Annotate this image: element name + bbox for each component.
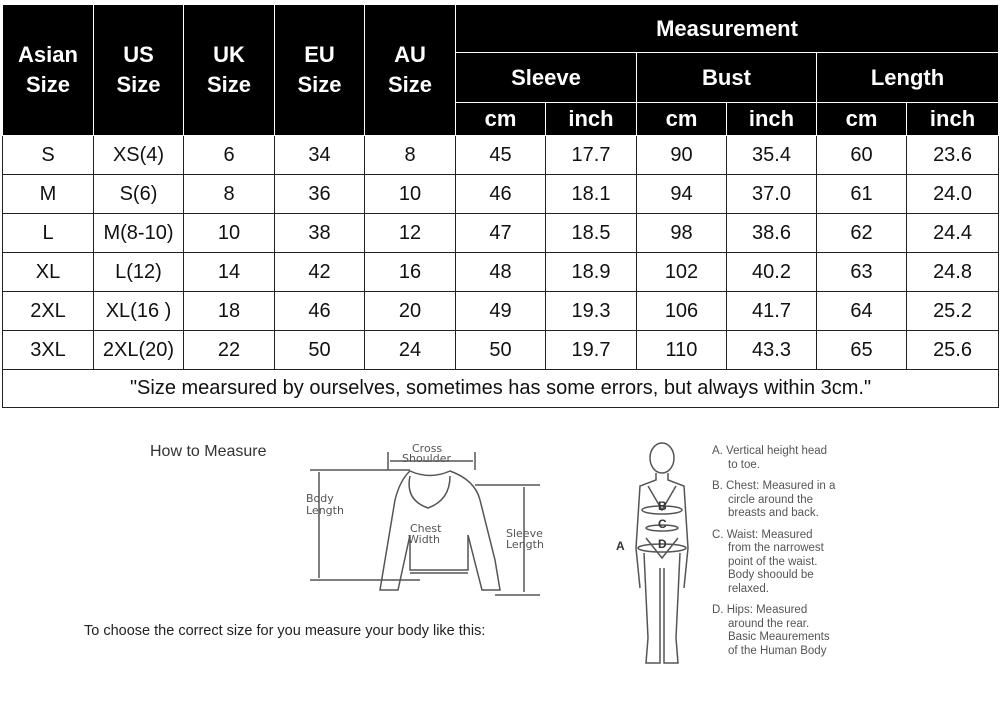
table-cell: 18.9 (546, 253, 637, 292)
table-row (3, 253, 999, 292)
table-cell: 50 (275, 331, 365, 370)
table-cell: 20 (365, 292, 456, 331)
table-cell: 24.4 (907, 214, 999, 253)
label-width: Width (408, 533, 440, 546)
body-note (712, 604, 835, 658)
table-cell: 38 (275, 214, 365, 253)
unit-header: inch (727, 103, 817, 136)
table-row (3, 214, 999, 253)
body-note-line: circle around the (728, 493, 814, 506)
table-cell: 19.7 (546, 331, 637, 370)
header-us-size: US Size (94, 5, 184, 136)
size-chart-table (2, 4, 999, 408)
table-cell: M (3, 175, 94, 214)
body-figure-diagram (612, 438, 702, 678)
table-cell: 40.2 (727, 253, 817, 292)
table-cell: XL(16 ) (94, 292, 184, 331)
label-shoulder: Shoulder (402, 452, 451, 465)
size-note: "Size mearsured by ourselves, sometimes has some errors, but always within 3cm." (3, 370, 999, 408)
unit-header: inch (907, 103, 999, 136)
table-cell: 19.3 (546, 292, 637, 331)
body-note-line: D. Hips: Measured (712, 604, 808, 616)
table-cell: 94 (637, 175, 727, 214)
label-body: Body (306, 492, 334, 505)
sweater-diagram (300, 440, 570, 610)
table-cell: 25.2 (907, 292, 999, 331)
instruction-text: To choose the correct size for you measure your body like this: (84, 623, 486, 639)
table-cell: 47 (456, 214, 546, 253)
body-note-line: A. Vertical height head (712, 445, 828, 457)
how-to-measure-title: How to Measure (150, 443, 267, 460)
table-cell: 37.0 (727, 175, 817, 214)
table-cell: 22 (184, 331, 275, 370)
table-cell: 3XL (3, 331, 94, 370)
table-cell: 60 (817, 136, 907, 175)
table-row (3, 175, 999, 214)
unit-header: cm (637, 103, 727, 136)
header-measurement: Measurement (456, 5, 999, 53)
table-cell: S(6) (94, 175, 184, 214)
label-sleeve-length: Length (506, 538, 544, 551)
table-cell: 48 (456, 253, 546, 292)
body-note-line: point of the waist. (728, 555, 818, 568)
unit-header: cm (817, 103, 907, 136)
table-cell: 6 (184, 136, 275, 175)
table-cell: 10 (184, 214, 275, 253)
table-cell: 63 (817, 253, 907, 292)
body-note-line: breasts and back. (728, 507, 819, 519)
table-cell: 24.8 (907, 253, 999, 292)
table-cell: 46 (275, 292, 365, 331)
body-note-line: around the rear. (728, 617, 810, 630)
table-cell: L(12) (94, 253, 184, 292)
body-note-line: Basic Meaurements (728, 631, 830, 643)
table-cell: 62 (817, 214, 907, 253)
table-cell: 2XL(20) (94, 331, 184, 370)
table-cell: 38.6 (727, 214, 817, 253)
header-length: Length (817, 53, 999, 103)
marker-b: B (658, 499, 667, 513)
table-cell: 10 (365, 175, 456, 214)
table-cell: 8 (184, 175, 275, 214)
table-row (3, 136, 999, 175)
table-cell: 65 (817, 331, 907, 370)
body-note-line: C. Waist: Measured (712, 528, 813, 541)
marker-c: C (658, 517, 667, 531)
table-cell: 35.4 (727, 136, 817, 175)
table-cell: 18 (184, 292, 275, 331)
table-cell: 12 (365, 214, 456, 253)
table-cell: 16 (365, 253, 456, 292)
body-note (712, 480, 835, 521)
table-cell: 61 (817, 175, 907, 214)
table-cell: 102 (637, 253, 727, 292)
marker-a: A (616, 539, 625, 553)
marker-d: D (658, 537, 667, 551)
table-row (3, 331, 999, 370)
table-cell: 34 (275, 136, 365, 175)
header-eu-size: EU Size (275, 5, 365, 136)
table-cell: 2XL (3, 292, 94, 331)
table-cell: 36 (275, 175, 365, 214)
unit-header: inch (546, 103, 637, 136)
table-cell: 18.5 (546, 214, 637, 253)
table-cell: 24 (365, 331, 456, 370)
table-cell: 25.6 (907, 331, 999, 370)
body-note-line: B. Chest: Measured in a (712, 480, 836, 492)
table-cell: 49 (456, 292, 546, 331)
body-note-line: to toe. (728, 458, 760, 471)
table-cell: 106 (637, 292, 727, 331)
table-cell: 110 (637, 331, 727, 370)
table-cell: S (3, 136, 94, 175)
unit-header: cm (456, 103, 546, 136)
table-cell: 18.1 (546, 175, 637, 214)
table-cell: 41.7 (727, 292, 817, 331)
table-cell: 23.6 (907, 136, 999, 175)
header-asian-size: Asian Size (3, 5, 94, 136)
table-cell: 46 (456, 175, 546, 214)
body-note-line: from the narrowest (728, 542, 824, 554)
label-sleeve: Sleeve (506, 527, 543, 540)
body-note-line: of the Human Body (728, 644, 827, 657)
header-uk-size: UK Size (184, 5, 275, 136)
table-row (3, 292, 999, 331)
table-cell: 45 (456, 136, 546, 175)
table-cell: 8 (365, 136, 456, 175)
table-cell: 14 (184, 253, 275, 292)
body-note (712, 529, 835, 597)
label-chest: Chest (410, 522, 442, 535)
table-cell: 42 (275, 253, 365, 292)
body-note-line: relaxed. (728, 582, 769, 595)
table-cell: XS(4) (94, 136, 184, 175)
table-cell: L (3, 214, 94, 253)
header-bust: Bust (637, 53, 817, 103)
table-cell: 90 (637, 136, 727, 175)
body-measure-notes (712, 445, 835, 666)
header-sleeve: Sleeve (456, 53, 637, 103)
table-cell: 98 (637, 214, 727, 253)
table-cell: 24.0 (907, 175, 999, 214)
table-cell: 43.3 (727, 331, 817, 370)
body-note (712, 445, 835, 472)
body-note-line: Body shoould be (728, 569, 814, 581)
table-cell: M(8-10) (94, 214, 184, 253)
header-au-size: AU Size (365, 5, 456, 136)
label-cross: Cross (412, 442, 443, 455)
table-cell: XL (3, 253, 94, 292)
table-cell: 64 (817, 292, 907, 331)
table-cell: 17.7 (546, 136, 637, 175)
table-cell: 50 (456, 331, 546, 370)
label-body-length: Length (306, 504, 344, 517)
